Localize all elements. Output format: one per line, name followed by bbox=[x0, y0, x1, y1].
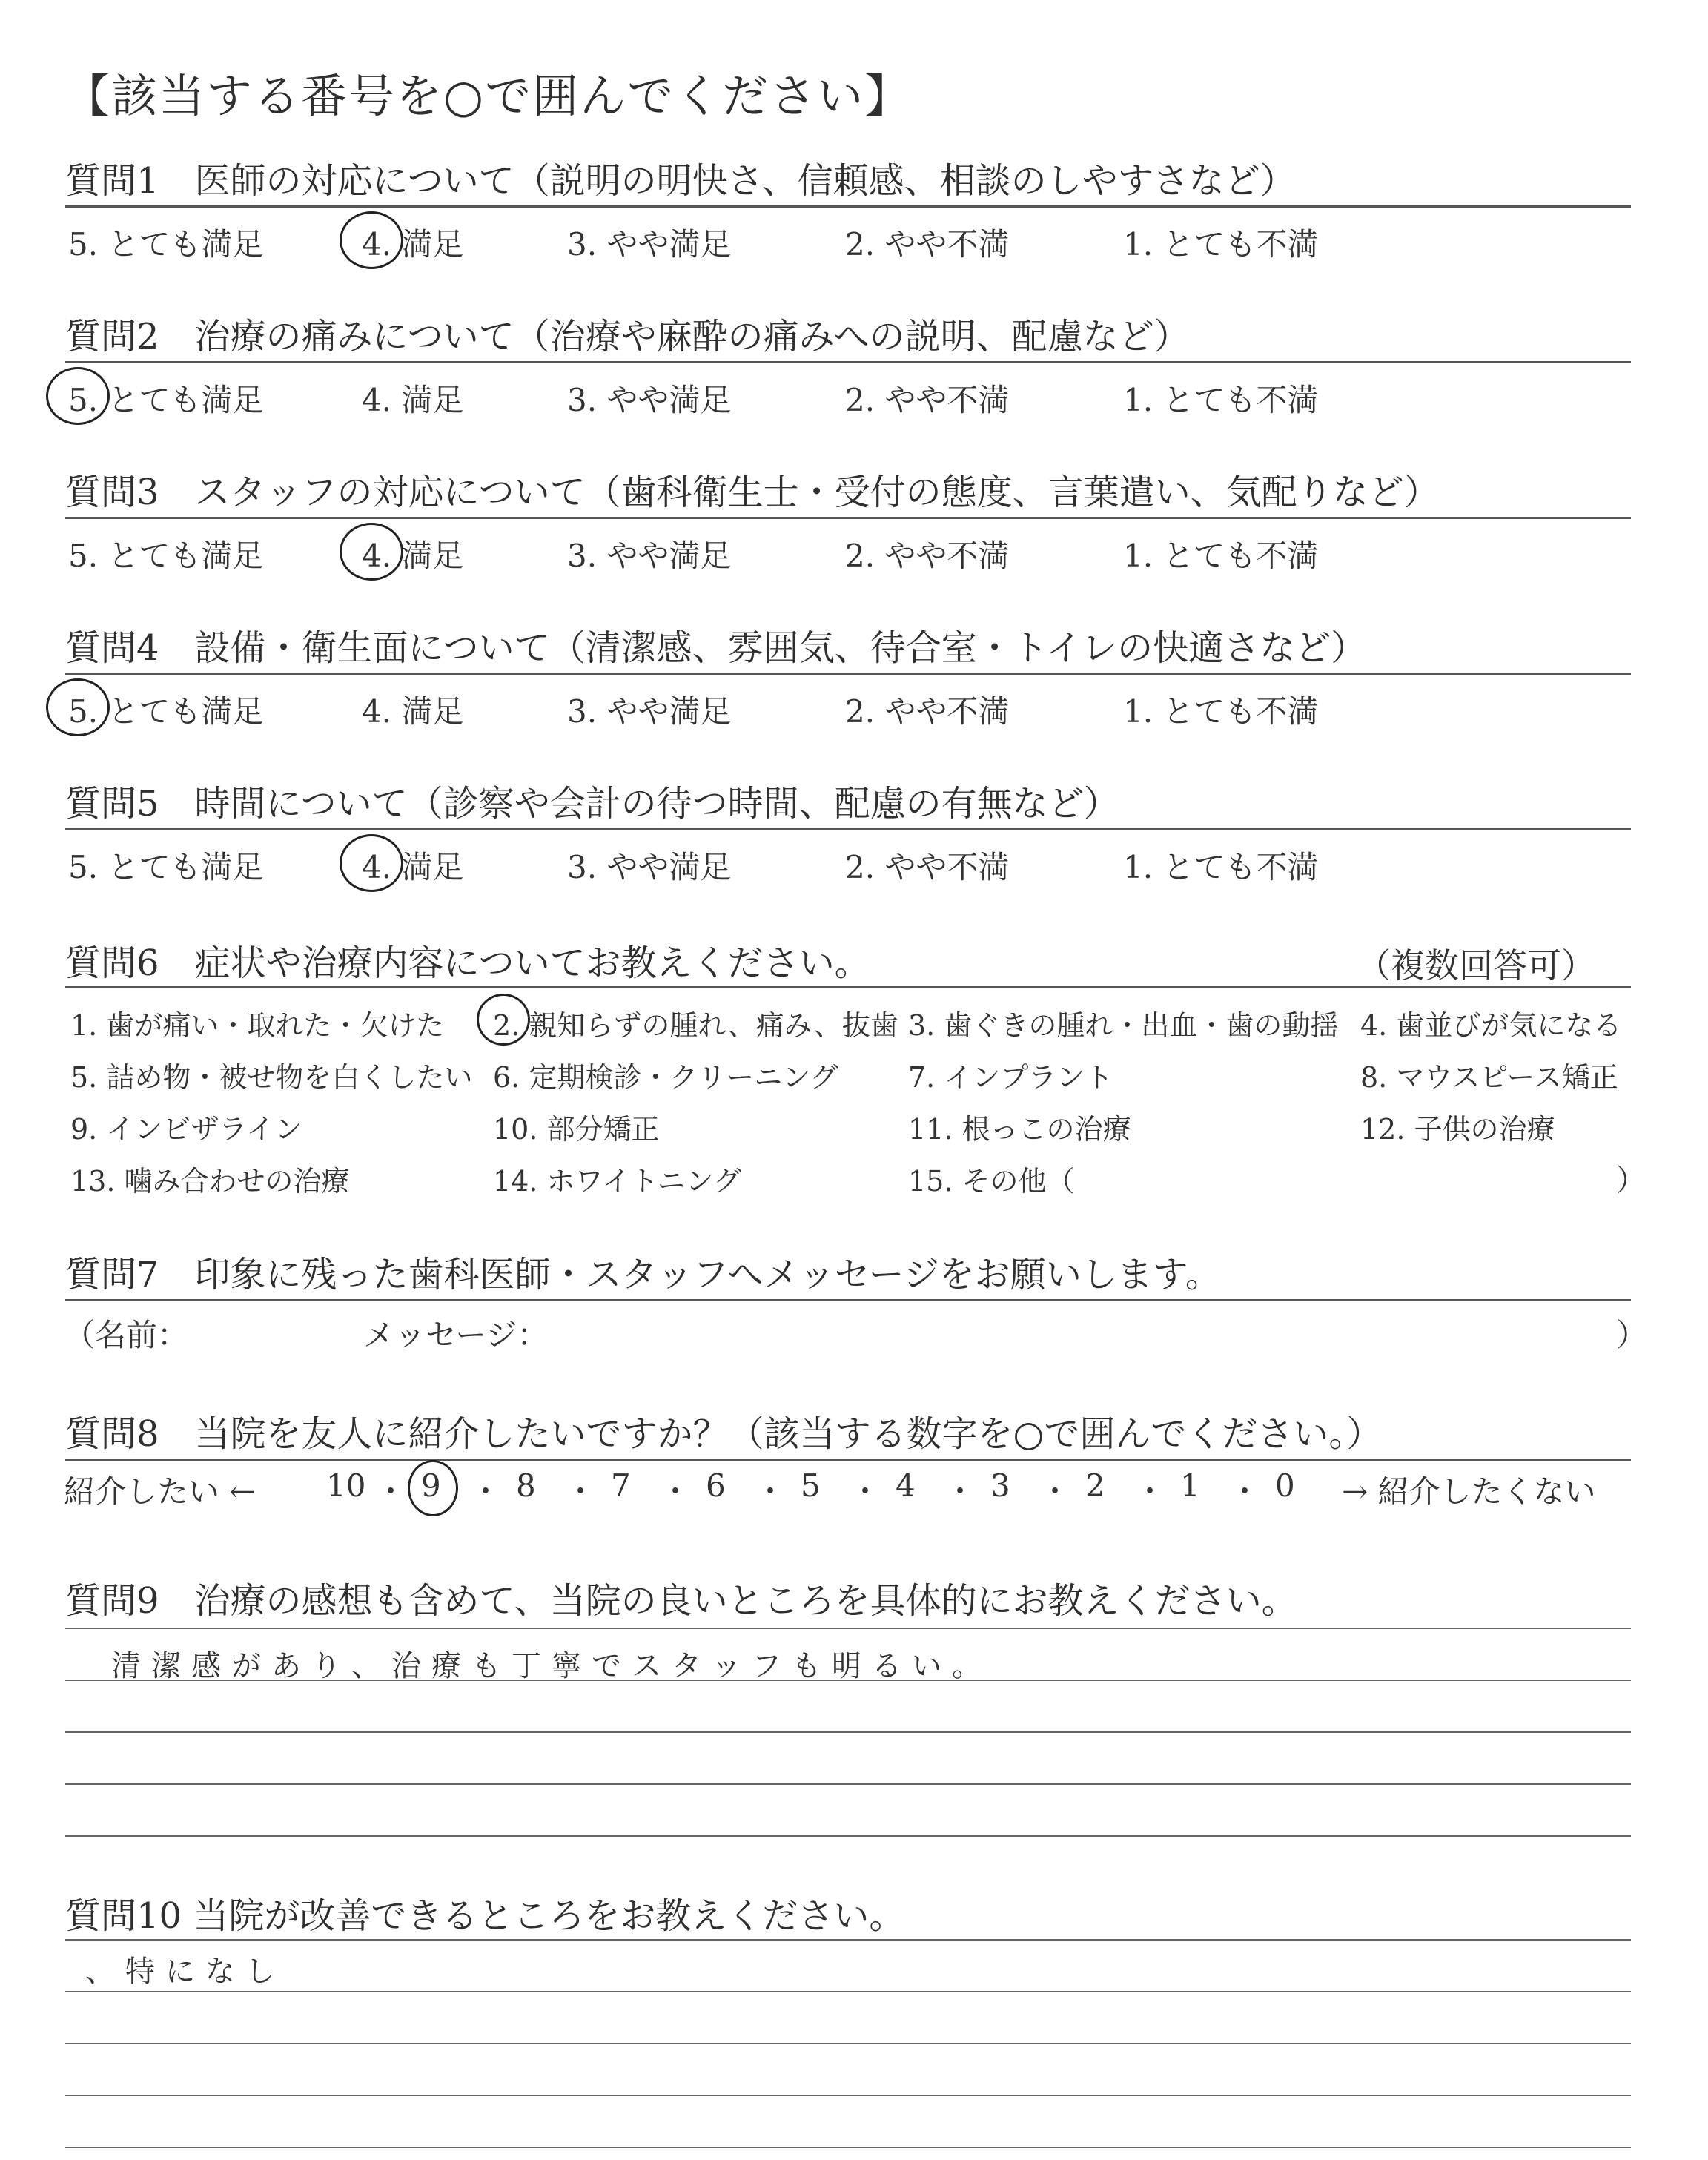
q8-separator: ・ bbox=[755, 1473, 787, 1510]
q6-option-12[interactable]: 12. 子供の治療 bbox=[1360, 1113, 1555, 1146]
q6-rule bbox=[65, 986, 1631, 988]
q3-title: 質問3 スタッフの対応について（歯科衛生士・受付の態度、言葉遣い、気配りなど） bbox=[65, 472, 1440, 513]
q8-score-0[interactable]: 0 bbox=[1275, 1467, 1295, 1504]
q2-option-1[interactable]: 1. とても不満 bbox=[1123, 382, 1319, 418]
q8-score-9[interactable]: 9 bbox=[421, 1467, 441, 1504]
q6-option-6[interactable]: 6. 定期検診・クリーニング bbox=[493, 1061, 838, 1094]
q6-option-3[interactable]: 3. 歯ぐきの腫れ・出血・歯の動揺 bbox=[908, 1009, 1339, 1042]
q5-option-5[interactable]: 5. とても満足 bbox=[68, 849, 264, 885]
q6-other-close: ） bbox=[1616, 1163, 1646, 1198]
q3-option-1[interactable]: 1. とても不満 bbox=[1123, 538, 1319, 574]
q1-option-2[interactable]: 2. やや不満 bbox=[845, 226, 1010, 262]
q5-title: 質問5 時間について（診察や会計の待つ時間、配慮の有無など） bbox=[65, 783, 1119, 825]
q8-separator: ・ bbox=[470, 1473, 502, 1510]
q9-title: 質問9 治療の感想も含めて、当院の良いところを具体的にお教えください。 bbox=[65, 1580, 1297, 1622]
q2-option-4[interactable]: 4. 満足 bbox=[362, 382, 464, 418]
page-title: 【該当する番号を○で囲んでください】 bbox=[64, 69, 913, 123]
q6-option-7[interactable]: 7. インプラント bbox=[908, 1061, 1113, 1094]
q7-title: 質問7 印象に残った歯科医師・スタッフへメッセージをお願いします。 bbox=[65, 1254, 1221, 1295]
q2-selection-circle bbox=[46, 367, 110, 425]
q9-line-2 bbox=[65, 1680, 1631, 1681]
q2-option-2[interactable]: 2. やや不満 bbox=[845, 382, 1010, 418]
q10-line-4 bbox=[65, 2095, 1631, 2096]
q6-option-9[interactable]: 9. インビザライン bbox=[70, 1113, 303, 1146]
q9-line-3 bbox=[65, 1731, 1631, 1733]
q6-option-5[interactable]: 5. 詰め物・被せ物を白くしたい bbox=[70, 1061, 473, 1094]
q8-right-label: → 紹介したくない bbox=[1342, 1473, 1596, 1510]
q4-selection-circle bbox=[46, 678, 110, 736]
q10-line-3 bbox=[65, 2043, 1631, 2044]
q8-separator: ・ bbox=[1134, 1473, 1166, 1510]
q2-rule bbox=[65, 361, 1631, 363]
q9-line-1 bbox=[65, 1628, 1631, 1629]
q8-separator: ・ bbox=[1039, 1473, 1071, 1510]
q6-option-15[interactable]: 15. その他（ bbox=[908, 1165, 1075, 1198]
q10-line-1 bbox=[65, 1939, 1631, 1941]
q8-selection-circle bbox=[408, 1460, 458, 1516]
q10-title: 質問10 当院が改善できるところをお教えください。 bbox=[65, 1895, 905, 1937]
q2-option-5[interactable]: 5. とても満足 bbox=[68, 382, 264, 418]
q7-rule bbox=[65, 1299, 1631, 1301]
q6-option-13[interactable]: 13. 噛み合わせの治療 bbox=[70, 1165, 350, 1198]
q5-rule bbox=[65, 828, 1631, 830]
q3-rule bbox=[65, 517, 1631, 519]
q8-separator: ・ bbox=[565, 1473, 597, 1510]
q5-selection-circle bbox=[340, 834, 403, 892]
q8-separator: ・ bbox=[944, 1473, 976, 1510]
q6-option-11[interactable]: 11. 根っこの治療 bbox=[908, 1113, 1131, 1146]
q7-close: ） bbox=[1616, 1317, 1648, 1353]
q6-option-2[interactable]: 2. 親知らずの腫れ、痛み、抜歯 bbox=[493, 1009, 898, 1042]
q9-line-4 bbox=[65, 1783, 1631, 1785]
q1-option-4[interactable]: 4. 満足 bbox=[362, 226, 464, 262]
q8-title: 質問8 当院を友人に紹介したいですか？（該当する数字を○で囲んでください。） bbox=[65, 1413, 1383, 1455]
q6-option-8[interactable]: 8. マウスピース矯正 bbox=[1360, 1061, 1618, 1094]
q9-line-5 bbox=[65, 1835, 1631, 1837]
q8-score-1[interactable]: 1 bbox=[1180, 1467, 1200, 1504]
q3-option-5[interactable]: 5. とても満足 bbox=[68, 538, 264, 574]
q6-note: （複数回答可） bbox=[1357, 945, 1595, 985]
q3-option-2[interactable]: 2. やや不満 bbox=[845, 538, 1010, 574]
q8-separator: ・ bbox=[660, 1473, 692, 1510]
q1-title: 質問1 医師の対応について（説明の明快さ、信頼感、相談のしやすさなど） bbox=[65, 160, 1296, 202]
q8-score-5[interactable]: 5 bbox=[801, 1467, 821, 1504]
q8-score-2[interactable]: 2 bbox=[1085, 1467, 1105, 1504]
q6-option-4[interactable]: 4. 歯並びが気になる bbox=[1360, 1009, 1622, 1042]
q4-option-2[interactable]: 2. やや不満 bbox=[845, 693, 1010, 730]
q6-selection-circle bbox=[477, 994, 530, 1046]
q10-line-2 bbox=[65, 1991, 1631, 1992]
q5-option-2[interactable]: 2. やや不満 bbox=[845, 849, 1010, 885]
q3-option-3[interactable]: 3. やや満足 bbox=[567, 538, 732, 574]
q1-option-3[interactable]: 3. やや満足 bbox=[567, 226, 732, 262]
q8-score-4[interactable]: 4 bbox=[896, 1467, 916, 1504]
q8-score-8[interactable]: 8 bbox=[516, 1467, 536, 1504]
q6-option-1[interactable]: 1. 歯が痛い・取れた・欠けた bbox=[70, 1009, 445, 1042]
q1-option-5[interactable]: 5. とても満足 bbox=[68, 226, 264, 262]
q8-score-6[interactable]: 6 bbox=[706, 1467, 726, 1504]
q10-answer: 、特になし bbox=[85, 1955, 285, 1989]
q7-message-label: メッセージ： bbox=[363, 1317, 549, 1353]
q1-rule bbox=[65, 205, 1631, 208]
q2-title: 質問2 治療の痛みについて（治療や麻酔の痛みへの説明、配慮など） bbox=[65, 316, 1190, 357]
q8-left-label: 紹介したい ← bbox=[64, 1473, 256, 1510]
q8-score-3[interactable]: 3 bbox=[990, 1467, 1010, 1504]
q7-name-label: （名前： bbox=[64, 1317, 189, 1353]
q6-option-10[interactable]: 10. 部分矯正 bbox=[493, 1113, 660, 1146]
q4-option-5[interactable]: 5. とても満足 bbox=[68, 693, 264, 730]
q8-separator: ・ bbox=[1229, 1473, 1261, 1510]
q3-selection-circle bbox=[340, 523, 403, 581]
q4-title: 質問4 設備・衛生面について（清潔感、雰囲気、待合室・トイレの快適さなど） bbox=[65, 627, 1367, 669]
q10-line-5 bbox=[65, 2147, 1631, 2148]
q1-option-1[interactable]: 1. とても不満 bbox=[1123, 226, 1319, 262]
q4-option-4[interactable]: 4. 満足 bbox=[362, 693, 464, 730]
q2-option-3[interactable]: 3. やや満足 bbox=[567, 382, 732, 418]
q4-rule bbox=[65, 673, 1631, 675]
q6-option-14[interactable]: 14. ホワイトニング bbox=[493, 1165, 742, 1198]
q8-rule bbox=[65, 1459, 1631, 1461]
q5-option-1[interactable]: 1. とても不満 bbox=[1123, 849, 1319, 885]
q6-title: 質問6 症状や治療内容についてお教えください。 bbox=[65, 942, 870, 984]
q4-option-3[interactable]: 3. やや満足 bbox=[567, 693, 732, 730]
q1-selection-circle bbox=[340, 211, 403, 269]
q5-option-4[interactable]: 4. 満足 bbox=[362, 849, 464, 885]
q8-separator: ・ bbox=[375, 1473, 407, 1510]
q8-score-10[interactable]: 10 bbox=[326, 1467, 366, 1504]
q4-option-1[interactable]: 1. とても不満 bbox=[1123, 693, 1319, 730]
q5-option-3[interactable]: 3. やや満足 bbox=[567, 849, 732, 885]
q3-option-4[interactable]: 4. 満足 bbox=[362, 538, 464, 574]
q8-separator: ・ bbox=[850, 1473, 881, 1510]
q9-answer: 清潔感があり、治療も丁寧でスタッフも明るい。 bbox=[111, 1649, 992, 1683]
q8-score-7[interactable]: 7 bbox=[611, 1467, 631, 1504]
